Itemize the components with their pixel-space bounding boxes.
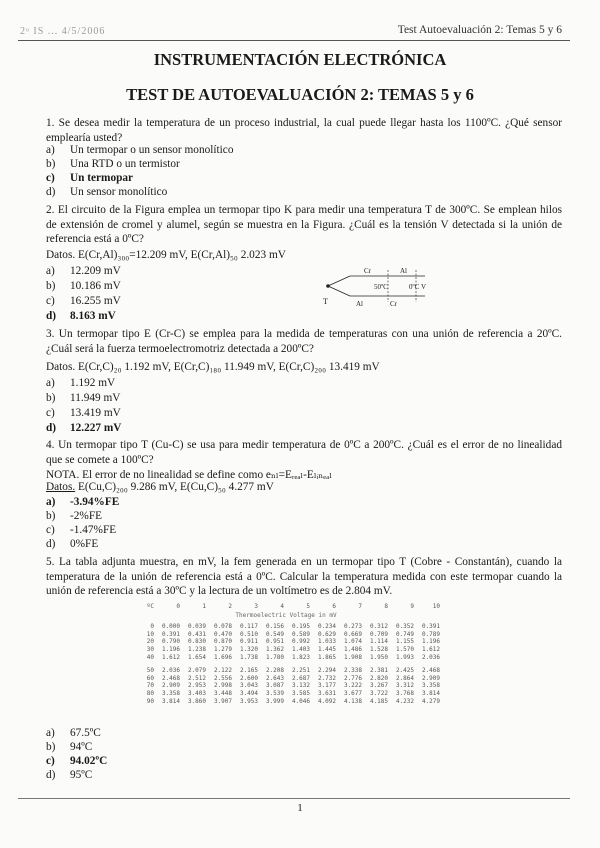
row-header-cell: 10: [146, 630, 154, 638]
option-letter: c): [46, 295, 55, 307]
table-row: [130, 623, 442, 631]
table-cell: 0.352: [395, 623, 414, 631]
option-text: Una RTD o un termistor: [70, 158, 180, 170]
table-cell: 2.909: [161, 682, 180, 690]
option-text: 1.192 mV: [70, 377, 116, 389]
q1-option-a: [46, 143, 233, 158]
table-block-1: [130, 623, 442, 661]
option-letter: d): [46, 769, 56, 781]
col-header: 7: [358, 603, 362, 610]
option-letter: d): [46, 538, 56, 550]
table-cell: 2.732: [317, 674, 336, 682]
table-cell: 1.155: [395, 638, 414, 646]
option-text: -1.47%FE: [70, 524, 117, 536]
table-cell: 1.486: [343, 645, 362, 653]
col-header: 8: [384, 603, 388, 610]
table-cell: 1.654: [187, 653, 206, 661]
table-cell: 0.951: [265, 638, 284, 646]
q3-option-d-correct: [46, 421, 121, 436]
col-header: 10: [432, 603, 440, 610]
option-letter: c): [46, 407, 55, 419]
table-cell: 2.600: [239, 674, 258, 682]
table-cell: 1.320: [239, 645, 258, 653]
table-cell: 1.445: [317, 645, 336, 653]
table-cell: 2.468: [161, 674, 180, 682]
table-cell: 0.156: [265, 623, 284, 631]
table-cell: 2.512: [187, 674, 206, 682]
table-cell: 1.570: [395, 645, 414, 653]
option-text: 13.419 mV: [70, 407, 121, 419]
q2-option-b: [46, 279, 121, 294]
table-cell: 2.079: [187, 667, 206, 675]
page-subtitle: TEST DE AUTOEVALUACIÓN 2: TEMAS 5 y 6: [126, 85, 474, 104]
label-al2: Al: [356, 300, 363, 308]
table-cell: 1.279: [213, 645, 232, 653]
table-cell: 0.830: [187, 638, 206, 646]
wire-al-left: [328, 286, 350, 296]
table-cell: 3.999: [265, 697, 284, 705]
q3-option-b: [46, 391, 120, 406]
option-letter: b): [46, 158, 56, 170]
option-letter: d): [46, 422, 57, 434]
table-cell: 2.381: [369, 667, 388, 675]
table-cell: 3.677: [343, 689, 362, 697]
col-header: 4: [280, 603, 284, 610]
option-text: 10.186 mV: [70, 280, 121, 292]
table-cell: 0.749: [395, 630, 414, 638]
question-1-text: 1. Se desea medir la temperatura de un proceso industrial, la cual puede llegar hasta los 1100ºC. ¿Qué sensor emplearía usted?: [46, 117, 562, 144]
q1-option-b: [46, 157, 180, 172]
table-cell: 1.696: [213, 653, 232, 661]
row-header-cell: 50: [146, 667, 154, 675]
option-text: Un termopar o un sensor monolítico: [70, 144, 234, 156]
option-letter: d): [46, 310, 57, 322]
table-cell: 2.998: [213, 682, 232, 690]
table-cell: 0.549: [265, 630, 284, 638]
col-header: ºC: [146, 603, 154, 610]
option-text: 12.227 mV: [70, 422, 122, 434]
table-cell: 2.643: [265, 674, 284, 682]
option-letter: b): [46, 392, 56, 404]
q5-option-b: [46, 740, 92, 755]
footer-divider: [18, 798, 570, 799]
table-cell: 3.722: [369, 689, 388, 697]
option-text: 8.163 mV: [70, 310, 116, 322]
table-cell: 2.338: [343, 667, 362, 675]
table-cell: 2.953: [187, 682, 206, 690]
option-text: -2%FE: [70, 510, 103, 522]
table-cell: 4.138: [343, 697, 362, 705]
q4-option-a-correct: [46, 495, 119, 510]
datos-values: E(Cu,C)₂₀₀ 9.286 mV, E(Cu,C)₅₀ 4.277 mV: [75, 481, 274, 493]
table-row: [130, 698, 442, 706]
option-letter: a): [46, 377, 55, 389]
option-text: 94.02ºC: [70, 755, 108, 767]
table-cell: 3.860: [187, 697, 206, 705]
table-cell: 0.312: [369, 623, 388, 631]
table-row: [130, 690, 442, 698]
question-3-text: 3. Un termopar tipo E (Cr-C) se emplea para la medida de temperaturas con una unión de referencia a 20ºC. ¿Cuál será la fuerza termoelectromotriz detectada a 200ºC?: [46, 328, 562, 355]
table-cell: 2.556: [213, 674, 232, 682]
table-cell: 0.391: [421, 623, 440, 631]
table-cell: 0.510: [239, 630, 258, 638]
question-5-text: 5. La tabla adjunta muestra, en mV, la fem generada en un termopar tipo T (Cobre - Constantán), cuando la temperatura de la unión de referencia está a 0ºC. Calcular la temperatura medida con este termopar cuando la unión de referencia está a 30ºC y la lectura de un voltímetro es de 2.804 mV.: [46, 556, 562, 598]
col-header: 3: [254, 603, 258, 610]
table-cell: 0.709: [369, 630, 388, 638]
row-header-cell: 80: [146, 689, 154, 697]
table-cell: 3.358: [161, 689, 180, 697]
q3-option-a: [46, 376, 115, 391]
table-cell: 3.222: [343, 682, 362, 690]
table-cell: 2.036: [421, 653, 440, 661]
option-letter: a): [46, 727, 55, 739]
table-cell: 3.539: [265, 689, 284, 697]
page-title: INSTRUMENTACIÓN ELECTRÓNICA: [153, 50, 447, 69]
label-al1: Al: [400, 267, 407, 275]
table-cell: 3.177: [317, 682, 336, 690]
table-cell: 1.612: [161, 653, 180, 661]
option-text: 94ºC: [70, 741, 93, 753]
table-cell: 3.585: [291, 689, 310, 697]
label-ref-0: 0ºC V: [409, 283, 427, 291]
col-header: 0: [176, 603, 180, 610]
table-row: [130, 682, 442, 690]
table-cell: 3.403: [187, 689, 206, 697]
table-cell: 3.087: [265, 682, 284, 690]
q1-option-d: [46, 185, 167, 200]
table-cell: 2.251: [291, 667, 310, 675]
table-row: [130, 654, 442, 662]
table-cell: 3.814: [161, 697, 180, 705]
table-cell: 3.768: [395, 689, 414, 697]
q3-datos: Datos. E(Cr,C)₂₀ 1.192 mV, E(Cr,C)₁₈₀ 11.949 mV, E(Cr,C)₂₀₀ 13.419 mV: [46, 361, 380, 373]
table-cell: 1.950: [369, 653, 388, 661]
option-text: 16.255 mV: [70, 295, 121, 307]
option-text: Un sensor monolítico: [70, 186, 168, 198]
q2-option-d-correct: [46, 309, 116, 324]
option-letter: c): [46, 172, 55, 184]
table-cell: 2.122: [213, 667, 232, 675]
col-header: 1: [202, 603, 206, 610]
question-4-text: 4. Un termopar tipo T (Cu-C) se usa para medir temperatura de 0ºC a 200ºC. ¿Cuál es el error de no linealidad que se comete a 100ºC?: [46, 439, 562, 466]
header-divider: [18, 40, 570, 41]
table-cell: 1.238: [187, 645, 206, 653]
table-cell: 0.870: [213, 638, 232, 646]
label-cr1: Cr: [364, 267, 371, 275]
q2-option-c: [46, 294, 121, 309]
table-cell: 0.470: [213, 630, 232, 638]
thermoelectric-table: [130, 603, 490, 705]
option-text: -3.94%FE: [70, 496, 120, 508]
row-header-cell: 0: [150, 623, 154, 631]
q4-datos: [46, 481, 274, 493]
table-cell: 1.823: [291, 653, 310, 661]
q5-option-a: [46, 726, 101, 741]
table-cell: 1.074: [343, 638, 362, 646]
option-letter: a): [46, 496, 56, 508]
table-cell: 1.865: [317, 653, 336, 661]
table-cell: 1.362: [265, 645, 284, 653]
table-cell: 0.911: [239, 638, 258, 646]
table-cell: 2.909: [421, 674, 440, 682]
table-cell: 3.448: [213, 689, 232, 697]
option-letter: a): [46, 144, 55, 156]
row-header-cell: 60: [146, 674, 154, 682]
table-cell: 2.165: [239, 667, 258, 675]
table-cell: 2.820: [369, 674, 388, 682]
table-cell: 4.232: [395, 697, 414, 705]
option-text: 67.5ºC: [70, 727, 101, 739]
table-cell: 3.494: [239, 689, 258, 697]
table-cell: 2.468: [421, 667, 440, 675]
table-cell: 0.391: [161, 630, 180, 638]
label-t: T: [323, 297, 328, 306]
table-cell: 3.631: [317, 689, 336, 697]
option-letter: b): [46, 741, 56, 753]
wire-cr-left: [328, 276, 350, 286]
table-cell: 0.789: [421, 630, 440, 638]
table-cell: 1.403: [291, 645, 310, 653]
table-row: [130, 631, 442, 639]
option-letter: c): [46, 524, 55, 536]
table-cell: 2.425: [395, 667, 414, 675]
table-cell: 1.528: [369, 645, 388, 653]
col-header: 9: [410, 603, 414, 610]
option-text: Un termopar: [70, 172, 134, 184]
row-header-cell: 40: [146, 653, 154, 661]
table-cell: 4.279: [421, 697, 440, 705]
voltage-table: [130, 603, 442, 705]
table-cell: 2.294: [317, 667, 336, 675]
q5-option-c-correct: [46, 754, 107, 769]
table-cell: 0.992: [291, 638, 310, 646]
table-cell: 0.629: [317, 630, 336, 638]
table-cell: 0.039: [187, 623, 206, 631]
table-cell: 3.953: [239, 697, 258, 705]
option-letter: b): [46, 510, 56, 522]
table-row: [130, 638, 442, 646]
table-cell: 3.267: [369, 682, 388, 690]
q4-nota: NOTA. El error de no linealidad se define como eₙₗ=Eᵣₑₐₗ-Eₗᵢₙₑₐₗ: [46, 469, 333, 481]
table-cell: 1.780: [265, 653, 284, 661]
table-cell: 0.790: [161, 638, 180, 646]
table-block-2: [130, 667, 442, 705]
table-cell: 0.195: [291, 623, 310, 631]
option-letter: b): [46, 280, 56, 292]
thermocouple-circuit-figure: [320, 264, 450, 309]
option-letter: d): [46, 186, 56, 198]
header-test-title: Test Autoevaluación 2: Temas 5 y 6: [397, 24, 562, 36]
table-cell: 3.043: [239, 682, 258, 690]
table-cell: 1.908: [343, 653, 362, 661]
header-date: 2ᵒ IS ... 4/5/2006: [20, 26, 106, 37]
q4-option-d: [46, 537, 98, 552]
option-text: 0%FE: [70, 538, 99, 550]
table-cell: 0.669: [343, 630, 362, 638]
q2-datos: Datos. E(Cr,Al)₃₀₀=12.209 mV, E(Cr,Al)₅₀ 2.023 mV: [46, 249, 286, 261]
table-cell: 1.196: [421, 638, 440, 646]
label-cr2: Cr: [390, 300, 397, 308]
table-cell: 3.132: [291, 682, 310, 690]
q3-option-c: [46, 406, 121, 421]
measuring-junction: [326, 284, 330, 288]
table-cell: 3.358: [421, 682, 440, 690]
table-row: [130, 667, 442, 675]
table-row: [130, 675, 442, 683]
col-header: 2: [228, 603, 232, 610]
page-number: 1: [297, 802, 303, 814]
table-cell: 0.273: [343, 623, 362, 631]
q4-option-b: [46, 509, 102, 524]
table-cell: 2.687: [291, 674, 310, 682]
table-cell: 4.092: [317, 697, 336, 705]
q1-option-c-correct: [46, 171, 133, 186]
table-cell: 3.814: [421, 689, 440, 697]
option-text: 12.209 mV: [70, 265, 121, 277]
option-letter: a): [46, 265, 55, 277]
table-cell: 2.776: [343, 674, 362, 682]
table-cell: 1.196: [161, 645, 180, 653]
row-header-cell: 90: [146, 697, 154, 705]
label-temp-50: 50ºC: [374, 283, 388, 291]
table-cell: 1.033: [317, 638, 336, 646]
table-cell: 1.114: [369, 638, 388, 646]
datos-label: Datos.: [46, 481, 76, 493]
table-cell: 2.036: [161, 667, 180, 675]
table-cell: 1.993: [395, 653, 414, 661]
table-header-row: [130, 603, 442, 611]
table-row: [130, 646, 442, 654]
table-cell: 0.589: [291, 630, 310, 638]
table-cell: 3.907: [213, 697, 232, 705]
row-header-cell: 70: [146, 682, 154, 690]
q4-option-c: [46, 523, 116, 538]
option-text: 11.949 mV: [70, 392, 121, 404]
table-cell: 4.185: [369, 697, 388, 705]
col-header: 5: [306, 603, 310, 610]
q5-option-d: [46, 768, 92, 783]
table-cell: 3.312: [395, 682, 414, 690]
table-cell: 0.117: [239, 623, 258, 631]
table-cell: 2.864: [395, 674, 414, 682]
col-header: 6: [332, 603, 336, 610]
question-2-text: 2. El circuito de la Figura emplea un termopar tipo K para medir una temperatura T de 300ºC. Se emplean hilos de extensión de cromel y alumel, según se muestra en la Figura. ¿Cuál es la tensión V detectada si la unión de referencia está a 0ºC?: [46, 204, 562, 246]
q2-option-a: [46, 264, 121, 279]
table-cell: 1.738: [239, 653, 258, 661]
table-cell: 0.234: [317, 623, 336, 631]
option-letter: c): [46, 755, 55, 767]
table-cell: 4.046: [291, 697, 310, 705]
option-text: 95ºC: [70, 769, 93, 781]
row-header-cell: 20: [146, 638, 154, 646]
table-cell: 1.612: [421, 645, 440, 653]
table-cell: 2.208: [265, 667, 284, 675]
table-caption: Thermoelectric Voltage in mV: [235, 611, 337, 619]
table-cell: 0.078: [213, 623, 232, 631]
row-header-cell: 30: [146, 645, 154, 653]
table-cell: 0.431: [187, 630, 206, 638]
table-cell: 0.000: [161, 623, 180, 631]
